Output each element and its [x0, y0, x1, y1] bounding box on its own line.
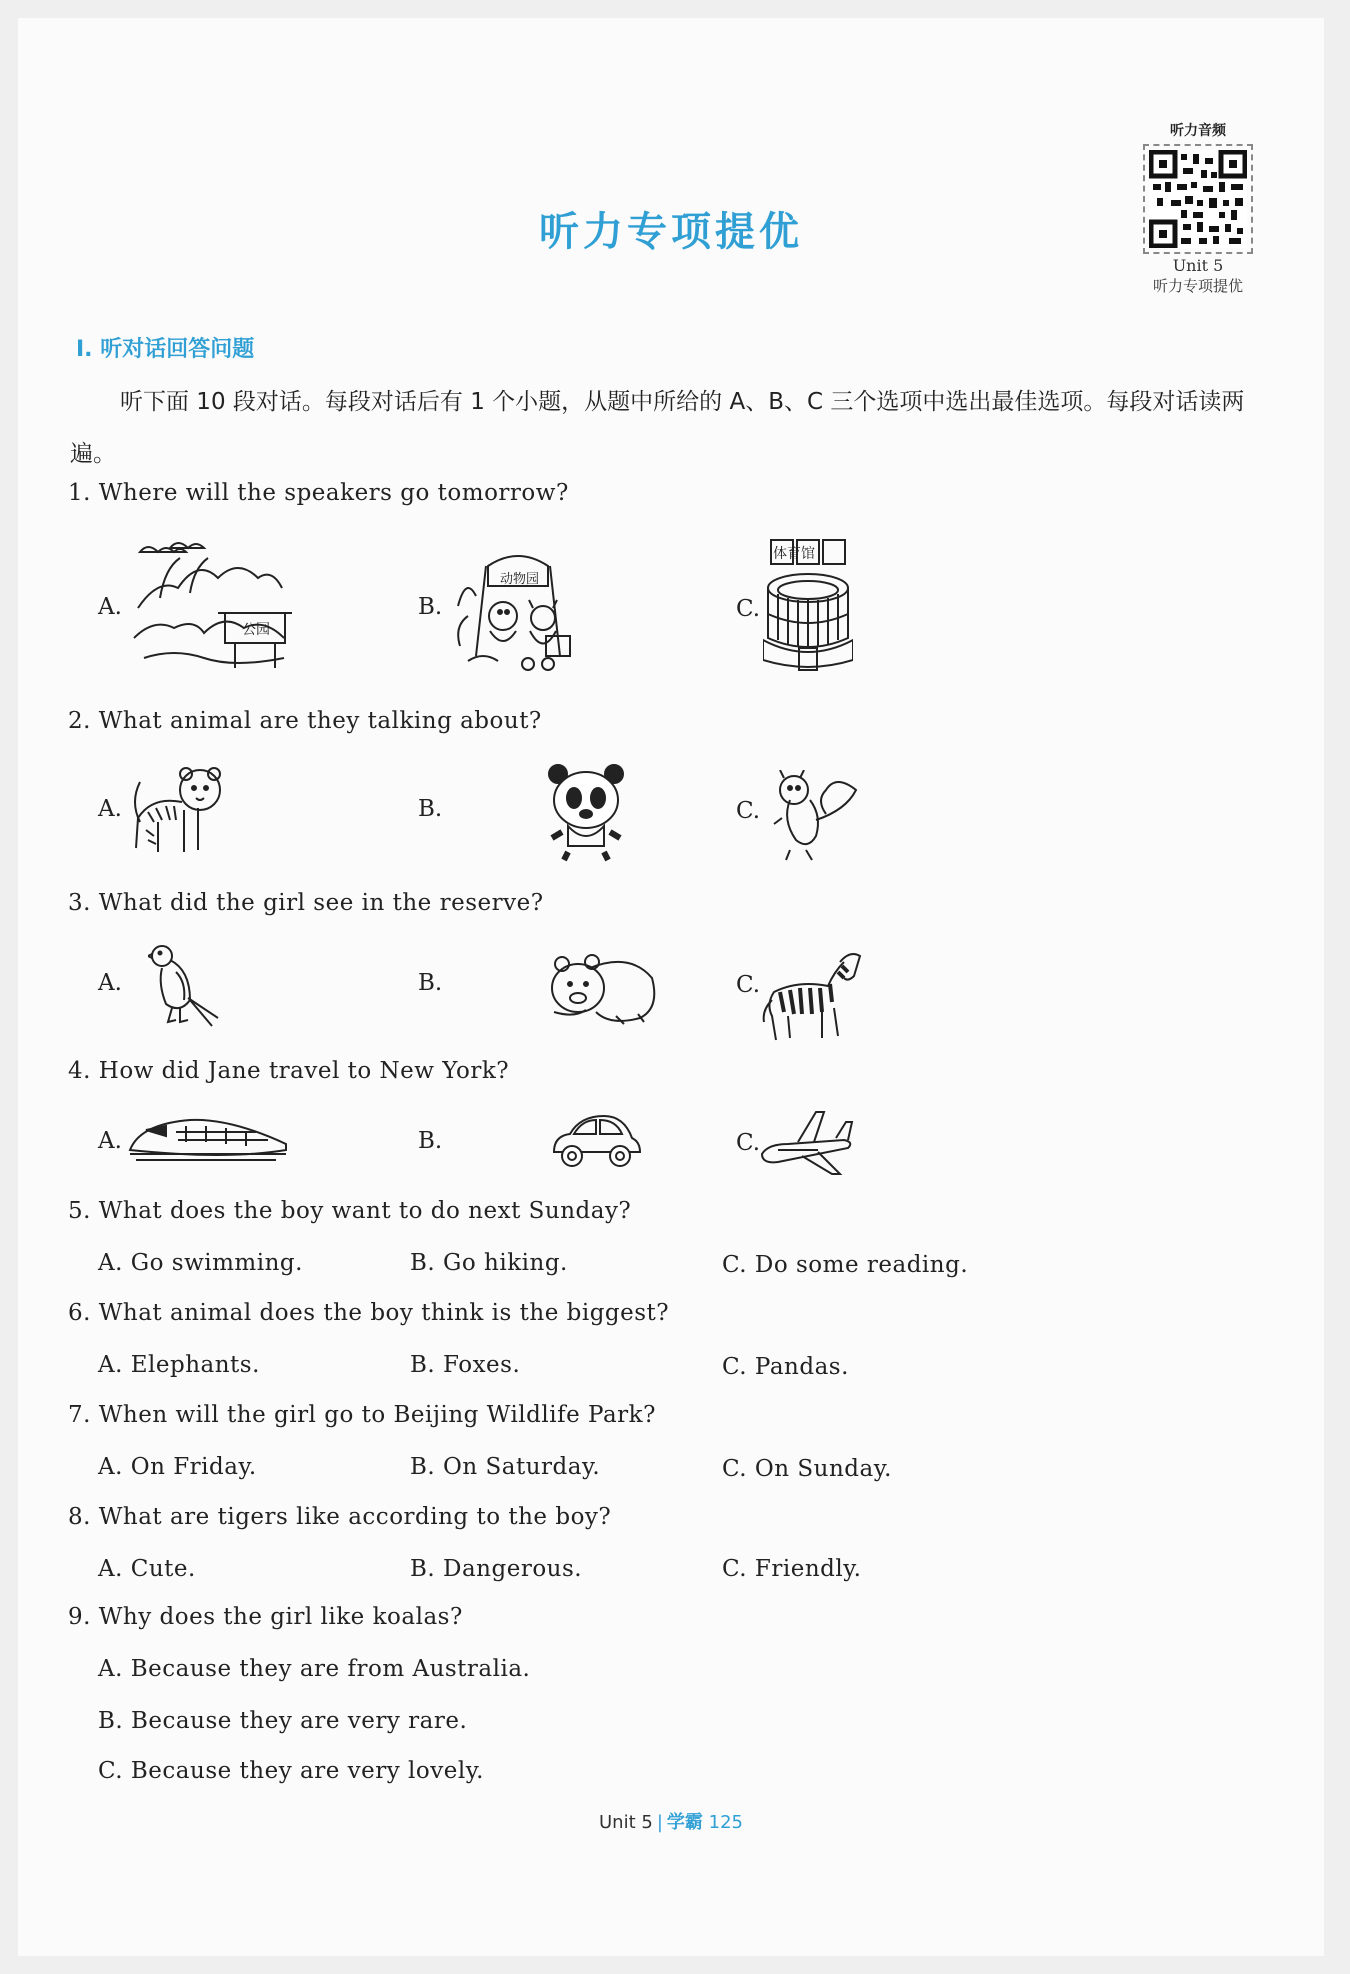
q9-option-b[interactable]: B. Because they are very rare.: [98, 1708, 468, 1734]
q7-option-c[interactable]: C. On Sunday.: [722, 1456, 892, 1482]
q3-option-a-label[interactable]: A.: [98, 970, 122, 996]
page-footer: [18, 1808, 1324, 1834]
question-3: 3. What did the girl see in the reserve?: [68, 890, 544, 916]
q1-option-c-label[interactable]: C.: [736, 596, 761, 622]
question-8: 8. What are tigers like according to the boy?: [68, 1504, 612, 1530]
plane-icon: [758, 1108, 858, 1182]
q8-option-a[interactable]: A. Cute.: [98, 1556, 196, 1582]
q1-option-a-label[interactable]: A.: [98, 594, 122, 620]
bird-icon: [148, 942, 228, 1036]
section-heading: Ⅰ. 听对话回答问题: [76, 337, 255, 362]
q5-option-a[interactable]: A. Go swimming.: [98, 1250, 303, 1276]
q4-option-c-label[interactable]: C.: [736, 1130, 761, 1156]
q1-option-b-label[interactable]: B.: [418, 594, 443, 620]
zoo-icon: [448, 536, 588, 680]
worksheet-page: [18, 18, 1324, 1956]
park-sign: 公园: [242, 622, 270, 638]
q5-option-b[interactable]: B. Go hiking.: [410, 1250, 568, 1276]
squirrel-icon: [766, 770, 866, 869]
question-5: 5. What does the boy want to do next Sunday?: [68, 1198, 632, 1224]
zebra-icon: [760, 942, 865, 1046]
footer-divider: |: [656, 1812, 663, 1833]
footer-unit: Unit 5: [599, 1812, 653, 1833]
q3-option-c-label[interactable]: C.: [736, 972, 761, 998]
footer-brand: 学霸: [666, 1812, 703, 1833]
q9-option-a[interactable]: A. Because they are from Australia.: [98, 1656, 531, 1682]
tiger-icon: [128, 762, 228, 866]
stadium-icon: [763, 536, 853, 680]
page-title: 听力专项提优: [539, 209, 803, 255]
stadium-sign: 体育馆: [773, 546, 815, 562]
question-9: 9. Why does the girl like koalas?: [68, 1604, 463, 1630]
question-6: 6. What animal does the boy think is the biggest?: [68, 1300, 670, 1326]
question-4: 4. How did Jane travel to New York?: [68, 1058, 510, 1084]
car-icon: [548, 1110, 643, 1179]
question-1: 1. Where will the speakers go tomorrow?: [68, 480, 569, 506]
q4-option-b-label[interactable]: B.: [418, 1128, 443, 1154]
qr-unit-label: Unit 5: [1172, 256, 1224, 275]
q2-option-c-label[interactable]: C.: [736, 798, 761, 824]
question-7: 7. When will the girl go to Beijing Wildlife Park?: [68, 1402, 656, 1428]
q6-option-a[interactable]: A. Elephants.: [98, 1352, 260, 1378]
train-icon: [126, 1116, 291, 1170]
q4-option-a-label[interactable]: A.: [98, 1128, 122, 1154]
page-number: 125: [708, 1812, 743, 1833]
panda-icon: [548, 762, 628, 866]
q8-option-c[interactable]: C. Friendly.: [722, 1556, 862, 1582]
q3-option-b-label[interactable]: B.: [418, 970, 443, 996]
park-icon: [130, 538, 300, 677]
qr-sub-label: 听力专项提优: [1152, 277, 1243, 295]
instructions: 听下面 10 段对话。每段对话后有 1 个小题，从题中所给的 A、B、C 三个选项中选出最佳选项。每段对话读两遍。: [70, 389, 1245, 467]
zoo-sign: 动物园: [500, 572, 540, 587]
q2-option-b-label[interactable]: B.: [418, 796, 443, 822]
q6-option-c[interactable]: C. Pandas.: [722, 1354, 849, 1380]
q8-option-b[interactable]: B. Dangerous.: [410, 1556, 583, 1582]
q6-option-b[interactable]: B. Foxes.: [410, 1352, 521, 1378]
qr-label: 听力音频: [1170, 123, 1226, 139]
q7-option-b[interactable]: B. On Saturday.: [410, 1454, 601, 1480]
q7-option-a[interactable]: A. On Friday.: [98, 1454, 257, 1480]
bear-icon: [550, 952, 660, 1031]
q5-option-c[interactable]: C. Do some reading.: [722, 1252, 969, 1278]
question-2: 2. What animal are they talking about?: [68, 708, 542, 734]
q2-option-a-label[interactable]: A.: [98, 796, 122, 822]
q9-option-c[interactable]: C. Because they are very lovely.: [98, 1758, 484, 1784]
